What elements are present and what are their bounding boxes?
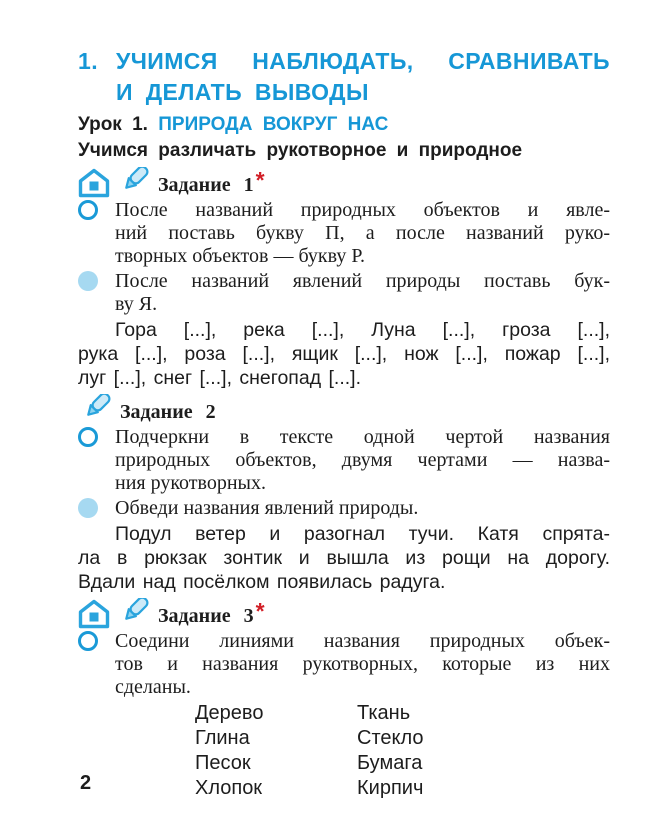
- text-line: ний поставь букву П, а после названий руко-: [115, 222, 610, 244]
- home-icon: [78, 168, 110, 198]
- chapter-heading: [78, 46, 610, 108]
- text-line: Вдали над посёлком появилась радуга.: [78, 571, 446, 593]
- text-line: Подул ветер и разогнал тучи. Катя спрята-: [115, 523, 610, 545]
- text-line: ла в рюкзак зонтик и вышла из рощи на дорогу.: [78, 547, 610, 569]
- home-icon: [78, 599, 110, 629]
- task-2-label-text: Задание 2: [120, 400, 216, 423]
- task-2-story: [78, 522, 610, 594]
- task-1-instruction-1: [78, 199, 610, 268]
- task-1-word-list: [78, 318, 610, 390]
- text-line: сделаны.: [115, 676, 191, 698]
- text-line: И ДЕЛАТЬ ВЫВОДЫ: [116, 79, 369, 105]
- task-2-label: [120, 397, 218, 424]
- task-3-star: *: [255, 597, 265, 624]
- circle-outline-bullet: [78, 631, 98, 651]
- text-line: УЧИМСЯ НАБЛЮДАТЬ, СРАВНИВАТЬ: [116, 48, 610, 74]
- manmade-objects-column: [357, 701, 519, 801]
- task-2: [78, 394, 610, 594]
- chapter-number: 1.: [78, 48, 98, 74]
- circle-outline-bullet: [78, 200, 98, 220]
- text-line: Глина: [195, 727, 250, 749]
- text-line: тов и названия рукотворных, которые из них: [115, 653, 610, 675]
- task-1-label: [158, 166, 265, 197]
- pencil-icon: [78, 394, 112, 426]
- text-line: Обведи названия явлений природы.: [115, 497, 419, 519]
- task-1-header: [78, 167, 610, 199]
- text-line: Дерево: [195, 702, 264, 724]
- lesson-heading: [78, 112, 610, 137]
- task-3-instruction-1: [78, 630, 610, 699]
- page-number: 2: [80, 772, 92, 794]
- text-line: Кирпич: [357, 777, 424, 799]
- task-3-matching-columns: [78, 701, 610, 801]
- task-1-label-text: Задание 1: [158, 173, 254, 196]
- instruction-text: [115, 199, 610, 268]
- text-line: Гора [...], река [...], Луна [...], гроза [...],: [115, 319, 610, 341]
- task-1: [78, 167, 610, 390]
- text-line: ния рукотворных.: [115, 472, 266, 494]
- text-line: Ткань: [357, 702, 411, 724]
- text-line: рука [...], роза [...], ящик [...], нож [...], пожар [...],: [78, 343, 610, 365]
- task-3-header: [78, 598, 610, 630]
- natural-objects-column: [195, 701, 357, 801]
- text-line: Песок: [195, 752, 251, 774]
- circle-filled-bullet: [78, 271, 98, 291]
- text-line: Стекло: [357, 727, 424, 749]
- text-line: творных объектов — букву Р.: [115, 245, 365, 267]
- chapter-title: [116, 46, 610, 108]
- text-line: Подчеркни в тексте одной чертой названия: [115, 426, 610, 448]
- pencil-icon: [116, 167, 150, 199]
- text-line: После названий природных объектов и явле-: [115, 199, 610, 221]
- task-3-label: [158, 597, 265, 628]
- text-line: ву Я.: [115, 293, 158, 315]
- text-line: После названий явлений природы поставь бук-: [115, 270, 610, 292]
- task-1-star: *: [255, 166, 265, 193]
- instruction-text: [115, 426, 610, 495]
- text-line: природных объектов, двумя чертами — назва-: [115, 449, 610, 471]
- task-3: [78, 598, 610, 801]
- text-line: Соедини линиями названия природных объек-: [115, 630, 610, 652]
- task-2-instruction-2: [78, 497, 610, 520]
- circle-filled-bullet: [78, 498, 98, 518]
- task-2-header: [78, 394, 610, 426]
- task-3-label-text: Задание 3: [158, 604, 254, 627]
- lesson-prefix: Урок 1.: [78, 114, 148, 135]
- text-line: луг [...], снег [...], снегопад [...].: [78, 367, 361, 389]
- instruction-text: [115, 497, 610, 520]
- task-2-instruction-1: [78, 426, 610, 495]
- instruction-text: [115, 630, 610, 699]
- circle-outline-bullet: [78, 427, 98, 447]
- pencil-icon: [116, 598, 150, 630]
- text-line: Хлопок: [195, 777, 263, 799]
- lesson-title: ПРИРОДА ВОКРУГ НАС: [158, 114, 389, 135]
- text-line: Бумага: [357, 752, 423, 774]
- task-1-instruction-2: [78, 270, 610, 316]
- instruction-text: [115, 270, 610, 316]
- lesson-subtitle: Учимся различать рукотворное и природное: [78, 140, 523, 161]
